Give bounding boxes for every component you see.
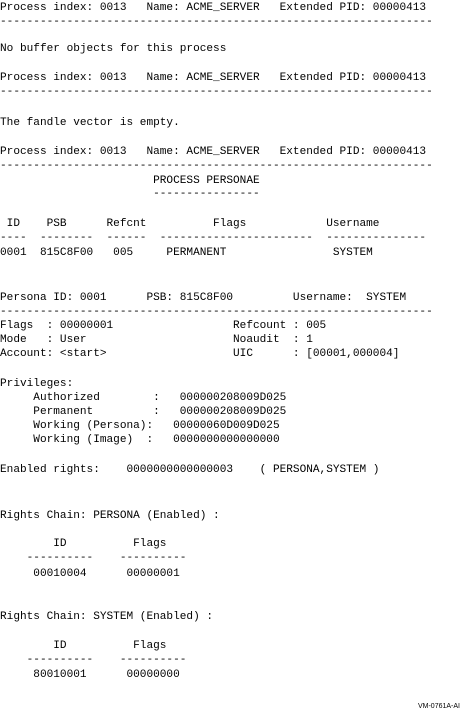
personae-table-header: ID PSB Refcnt Flags Username xyxy=(0,218,380,230)
separator-line: ----------------------------------------------------------------- xyxy=(0,306,433,318)
process-header-line-2: Process index: 0013 Name: ACME_SERVER Extended PID: 00000413 xyxy=(0,72,427,84)
privilege-authorized: Authorized : 000000208009D025 xyxy=(0,392,287,404)
personae-table-rule: ---- -------- ------ ----------------------- --------------- xyxy=(0,232,427,244)
fandle-vector-message: The fandle vector is empty. xyxy=(0,117,180,129)
rights-chain-table-header: ID Flags xyxy=(0,640,167,652)
persona-account-line: Account: <start> UIC : [00001,000004] xyxy=(0,348,400,360)
privileges-heading: Privileges: xyxy=(0,378,74,390)
enabled-rights-line: Enabled rights: 0000000000000003 ( PERSONA,SYSTEM ) xyxy=(0,464,380,476)
rights-chain-persona-title: Rights Chain: PERSONA (Enabled) : xyxy=(0,510,220,522)
separator-line: ----------------------------------------------------------------- xyxy=(0,86,433,98)
privilege-working-image: Working (Image) : 0000000000000000 xyxy=(0,434,280,446)
separator-line: ----------------------------------------------------------------- xyxy=(0,16,433,28)
persona-flags-line: Flags : 00000001 Refcount : 005 xyxy=(0,320,327,332)
rights-chain-table-header: ID Flags xyxy=(0,538,167,550)
privilege-permanent: Permanent : 000000208009D025 xyxy=(0,406,287,418)
rights-chain-table-row: 80010001 00000000 xyxy=(0,669,180,681)
process-header-line-3: Process index: 0013 Name: ACME_SERVER Extended PID: 00000413 xyxy=(0,146,427,158)
figure-id-label: VM-0761A-AI xyxy=(417,703,460,710)
persona-detail-header: Persona ID: 0001 PSB: 815C8F00 Username: SYSTEM xyxy=(0,292,407,304)
process-header-line-1: Process index: 0013 Name: ACME_SERVER Extended PID: 00000413 xyxy=(0,2,427,14)
personae-table-row: 0001 815C8F00 005 PERMANENT SYSTEM xyxy=(0,247,373,259)
rights-chain-table-rule: ---------- ---------- xyxy=(0,654,187,666)
rights-chain-table-rule: ---------- ---------- xyxy=(0,552,187,564)
personae-title-underline: ---------------- xyxy=(0,188,260,200)
persona-mode-line: Mode : User Noaudit : 1 xyxy=(0,334,313,346)
rights-chain-table-row: 00010004 00000001 xyxy=(0,568,180,580)
buffer-objects-message: No buffer objects for this process xyxy=(0,43,227,55)
privilege-working-persona: Working (Persona): 00000060D009D025 xyxy=(0,420,280,432)
personae-title: PROCESS PERSONAE xyxy=(0,175,260,187)
separator-line: ----------------------------------------------------------------- xyxy=(0,160,433,172)
rights-chain-system-title: Rights Chain: SYSTEM (Enabled) : xyxy=(0,611,214,623)
